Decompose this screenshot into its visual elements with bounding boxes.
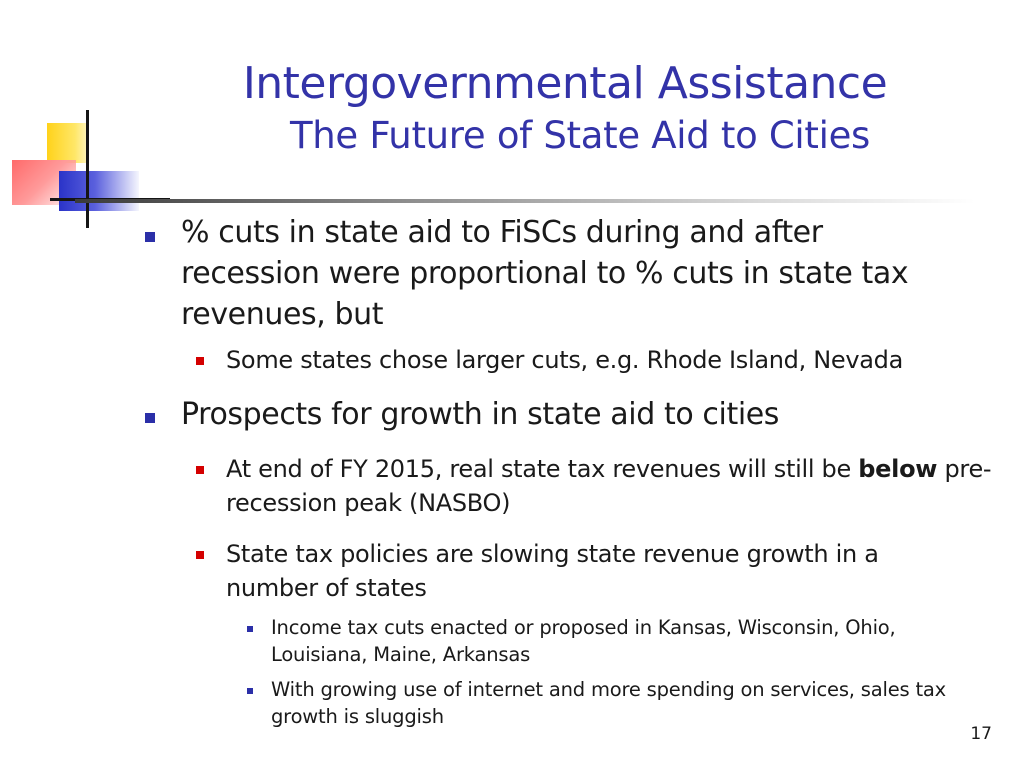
bullet-2-sub-2-sub-1: Income tax cuts enacted or proposed in Kansas, Wisconsin, Ohio, Louisiana, Maine, Arkansas	[271, 616, 896, 666]
blue-square-shape	[59, 171, 139, 211]
bullet-marker-icon	[145, 232, 155, 242]
sub-sub-bullet-marker-icon	[247, 688, 253, 694]
bullet-1-text: % cuts in state aid to FiSCs during and after recession were proportional to % cuts in state tax revenues, but	[181, 215, 909, 332]
bullet-2-sub-1	[226, 452, 996, 520]
title-block	[150, 56, 980, 160]
title-divider	[75, 199, 975, 203]
sub-bullet-marker-icon	[196, 357, 204, 365]
yellow-square-shape	[47, 123, 87, 163]
slide-subtitle: The Future of State Aid to Cities	[289, 114, 871, 157]
page-number: 17	[970, 724, 992, 744]
bullet-2-sub-2-sub-2: With growing use of internet and more spending on services, sales tax growth is sluggish	[271, 678, 947, 728]
bullet-marker-icon	[145, 413, 155, 423]
sub-bullet-marker-icon	[196, 466, 204, 474]
sub-bullet-marker-icon	[196, 551, 204, 559]
bullet-2-sub-1-bold: below	[858, 455, 938, 483]
sub-sub-bullet-marker-icon	[247, 626, 253, 632]
bullet-2-text: Prospects for growth in state aid to cities	[181, 397, 780, 432]
bullet-1-sub-1: Some states chose larger cuts, e.g. Rhode Island, Nevada	[226, 346, 904, 374]
slide-title: Intergovernmental Assistance	[242, 58, 888, 109]
bullet-2-sub-2: State tax policies are slowing state revenue growth in a number of states	[226, 540, 879, 602]
bullet-2-sub-1-text-post: pre-recession peak (NASBO)	[226, 455, 992, 517]
vertical-line-shape	[86, 110, 89, 228]
decorative-logo	[0, 0, 160, 240]
bullet-2-sub-1-text-pre: At end of FY 2015, real state tax revenues will still be	[226, 455, 859, 483]
